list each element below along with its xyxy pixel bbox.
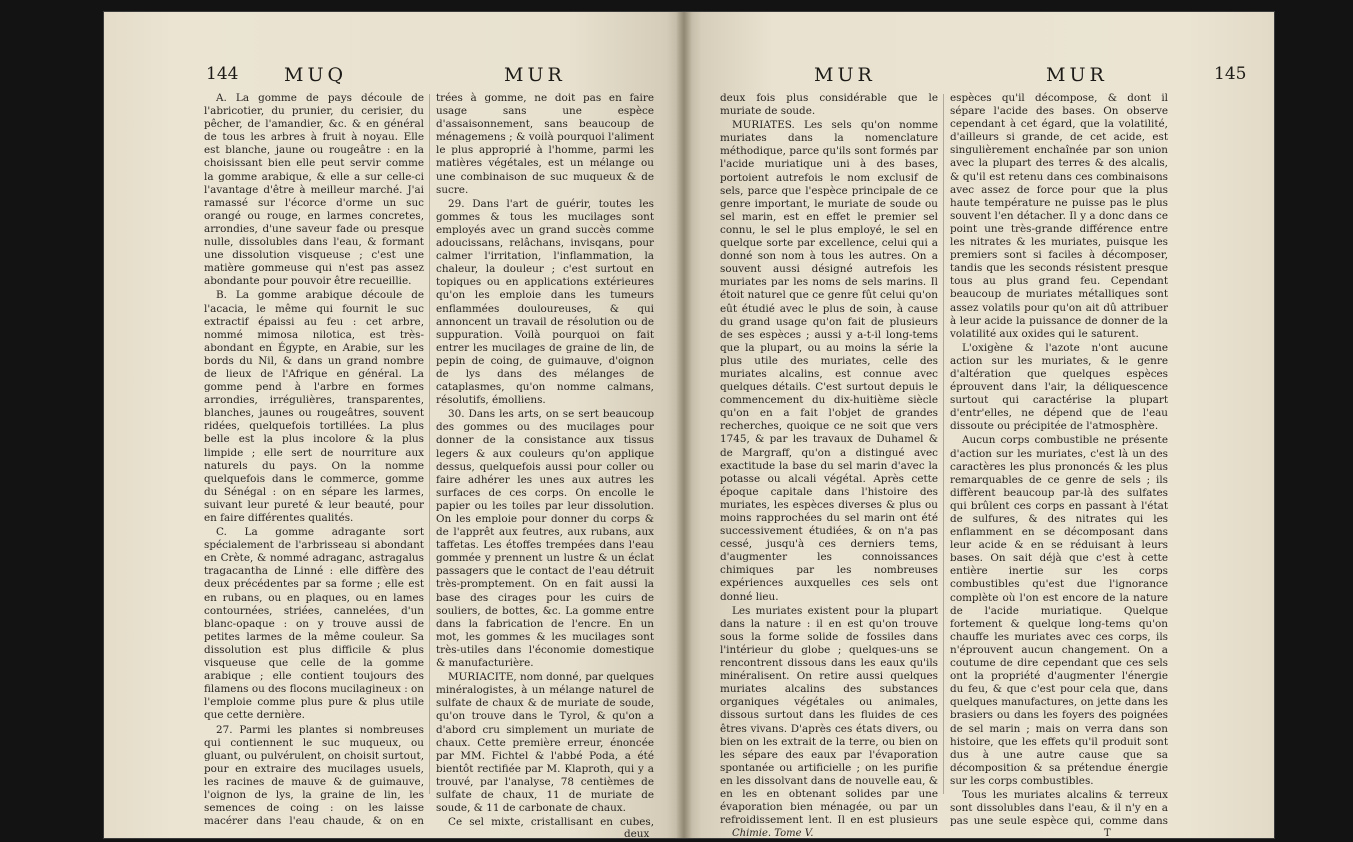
running-head: MUR [1046, 64, 1108, 86]
running-head: MUR [814, 64, 876, 86]
page-number: 144 [206, 64, 239, 84]
paragraph: A. La gomme de pays découle de l'abricotier, du prunier, du cerisier, du pêcher, de l'amandier, &c. & en général de tous les arbres à fruit à noyau. Elle est blanche, jaune ou rougeâtre : en la choisissant bien elle peut servir comme la gomme arabique, & elle a sur celle-ci l'avantage d'être à meilleur marché. J'ai ramassé sur l'écorce d'orme un suc orangé ou rouge, en larmes concretes, arrondies, d'une saveur fade ou presque nulle, dissolubles dans l'eau, & formant une dissolution visqueuse ; c'est une matière gommeuse qui n'est pas assez abondante pour pouvoir être recueillie. [204, 92, 424, 288]
paragraph: 27. Parmi les plantes si nombreuses qui contiennent le suc muqueux, ou gluant, ou pulvérulent, on choisit surtout, pour en extraire des mucilages usuels, les racines de mauve & de guimauve, l'oignon de lys, la graine de lin, les semences de coing : on les laisse macérer dans l'eau chaude, & on en [204, 723, 424, 827]
right-page-header [684, 64, 1274, 90]
paragraph: Aucun corps combustible ne présente d'action sur les muriates, c'est là un des caractères les plus prononcés & les plus remarquables de ce genre de sels ; ils diffèrent beaucoup par-là des sulfates qui brûlent ces corps en passant à l'état de sulfures, & des nitrates qui les enflamment en se décomposant dans leur acide & en se réduisant à leurs bases. On sait déjà que c'est à cette entière inertie sur les corps combustibles qu'est due l'ignorance complète où l'on est encore de la nature de l'acide muriatique. Quelque fortement & quelque long-tems qu'on chauffe les muriates avec ces corps, ils n'éprouvent aucun changement. On a coutume de dire cependant que ces sels ont la propriété d'augmenter l'énergie du feu, & que c'est pour cela que, dans quelques manufactures, on jette dans les brasiers ou dans les foyers des poignées de sel marin ; mais on verra dans son histoire, que les effets qu'il produit sont dus à une autre cause que sa décomposition & sa prétendue énergie sur les corps combustibles. [950, 434, 1168, 787]
paragraph: deux fois plus considérable que le muriate de soude. [720, 92, 938, 118]
column-rule [429, 94, 430, 794]
paragraph: MURIACITE, nom donné, par quelques minéralogistes, à un mélange naturel de sulfate de chaux & de muriate de soude, qu'on trouve dans le Tyrol, & qu'on a d'abord cru simplement un muriate de chaux. Cette première erreur, énoncée par MM. Fichtel & l'abbé Poda, a été bientôt rectifiée par M. Klaproth, qui y a trouvé, par l'analyse, 78 centièmes de sulfate de chaux, 11 de muriate de soude, & 11 de carbonate de chaux. [436, 671, 654, 815]
left-page-header [104, 64, 684, 90]
left-page [104, 12, 684, 838]
paragraph: espèces qu'il décompose, & dont il sépare l'acide des bases. On observe cependant à cet égard, que la volatilité, d'ailleurs si grande, de cet acide, est singulièrement enchaînée par son union avec la plupart des terres & des alcalis, & qu'il est retenu dans ces combinaisons avec assez de force pour que la plus haute température ne puisse pas le plus souvent l'en détacher. Il y a donc dans ce point une très-grande différence entre les nitrates & les muriates, puisque les premiers sont si faciles à décomposer, tandis que les seconds résistent presque tous au plus grand feu. Cependant beaucoup de muriates métalliques sont assez volatils pour qu'on ait dû attribuer à leur acide la puissance de donner de la volatilité aux oxides qui le saturent. [950, 92, 1168, 340]
running-head: MUQ [284, 64, 348, 86]
signature-mark: T [1104, 828, 1111, 838]
paragraph: MURIATES. Les sels qu'on nomme muriates dans la nomenclature méthodique, parce qu'ils sont formés par l'acide muriatique uni à des bases, portoient autrefois le nom exclusif de sels, parce que l'espèce principale de ce genre important, le muriate de soude ou sel marin, est en effet le premier sel connu, le sel le plus employé, le sel en quelque sorte par excellence, celui qui a donné son nom à tous les autres. On a souvent aussi désigné autrefois les muriates par les noms de sels marins. Il étoit naturel que ce genre fût celui qu'on eût étudié avec le plus de soin, à cause du grand usage qu'on fait de plusieurs de ses espèces ; aussi y a-t-il long-tems que la plupart, ou au moins la série la plus utile des muriates, celle des muriates alcalins, est connue avec quelques détails. C'est surtout depuis le commencement du dix-huitième siècle qu'on en a fait l'objet de grandes recherches, quoique ce ne soit que vers 1745, & par les travaux de Duhamel & de Margraff, qu'on a distingué avec exactitude la base du sel marin d'avec la potasse ou alcali végétal. Après cette époque capitale dans l'histoire des muriates, les espèces diverses & plus ou moins rapprochées du sel marin ont été successivement étudiées, & on n'a pas cessé, jusqu'à ces derniers tems, d'augmenter les connoissances chimiques par les nombreuses expériences auxquelles ces sels ont donné lieu. [720, 119, 938, 603]
book-gutter [676, 12, 692, 838]
column-rule [943, 94, 944, 794]
paragraph: trées à gomme, ne doit pas en faire usage sans une espèce d'assaisonnement, sans beaucoup de ménagemens ; & voilà pourquoi l'aliment le plus approprié à l'homme, parmi les matières végétales, est un mélange ou une combinaison de suc muqueux & de sucre. [436, 92, 654, 196]
page-number: 145 [1214, 64, 1247, 84]
paragraph: Les muriates existent pour la plupart dans la nature : il en est qu'on trouve sous la forme solide de fossiles dans l'intérieur du globe ; quelques-uns se rencontrent dissous dans les eaux qu'ils minéralisent. On retire aussi quelques muriates alcalins des substances organiques végétales ou animales, dissous surtout dans les fluides de ces êtres vivans. D'après ces états divers, ou bien on les extrait de la terre, ou bien on les sépare des eaux par l'évaporation spontanée ou artificielle ; on les purifie en les dissolvant dans de nouvelle eau, & en les en obtenant solides par une évaporation bien ménagée, ou par un refroidissement lent. Il en est plusieurs [720, 604, 938, 827]
catchword: deux [624, 828, 650, 838]
paragraph: 29. Dans l'art de guérir, toutes les gommes & tous les mucilages sont employés avec un grand succès comme adoucissans, relâchans, invisqans, pour calmer l'irritation, l'inflammation, la chaleur, la douleur ; c'est surtout en topiques ou en applications extérieures qu'on les emploie dans les tumeurs enflammées douloureuses, & qui annoncent un travail de résolution ou de suppuration. Voilà pourquoi on fait entrer les mucilages de graine de lin, de pepin de coing, de guimauve, d'oignon de lys dans des mélanges de cataplasmes, qu'on nomme calmans, résolutifs, émolliens. [436, 197, 654, 407]
paragraph: 30. Dans les arts, on se sert beaucoup des gommes ou des mucilages pour donner de la consistance aux tissus legers & aux couleurs qu'on applique dessus, quelquefois aussi pour coller ou faire adhérer les unes aux autres les surfaces de ces corps. On encolle le papier ou les toiles par leur dissolution. On les emploie pour donner du corps & de l'apprêt aux feutres, aux rubans, aux taffetas. Les étoffes trempées dans l'eau gommée y prennent un lustre & un éclat passagers que le contact de l'eau détruit très-promptement. On en fait aussi la base des cirages pour les cuirs de souliers, de bottes, &c. La gomme entre dans la fabrication de l'encre. En un mot, les gommes & les mucilages sont très-utiles dans l'économie domestique & manufacturière. [436, 408, 654, 670]
paragraph: Tous les muriates alcalins & terreux sont dissolubles dans l'eau, & il n'y en a pas une seule espèce qui, comme dans [950, 788, 1168, 827]
paragraph: B. La gomme arabique découle de l'acacia, le même qui fournit le suc extractif épaissi au feu : cet arbre, nommé mimosa nilotica, est très-abondant en Égypte, en Arabie, sur les bords du Nil, & dans un grand nombre de lieux de l'Afrique en général. La gomme pend à l'arbre en formes arrondies, irrégulières, transparentes, blanches, jaunes ou rougeâtres, souvent ridées, quelquefois tortillées. La plus belle est la plus incolore & la plus limpide ; elle sert de nourriture aux naturels du pays. On la nomme quelquefois dans le commerce, gomme du Sénégal : on en sépare les larmes, suivant leur pureté & leur beauté, pour en faire différentes qualités. [204, 289, 424, 524]
paragraph: L'oxigène & l'azote n'ont aucune action sur les muriates, & le genre d'altération que quelques espèces éprouvent dans l'air, la déliquescence surtout qui caractérise la plupart d'entr'elles, ne dépend que de l'eau dissoute ou précipitée de l'atmosphère. [950, 341, 1168, 433]
right-page-column-2 [950, 92, 1168, 827]
left-page-column-1 [204, 92, 424, 827]
open-book-spread [104, 12, 1274, 838]
right-page-column-1 [720, 92, 938, 827]
paragraph: C. La gomme adragante sort spécialement de l'arbrisseau si abondant en Crète, & nommé adraganc, astragalus tragacantha de Linné : elle diffère des deux précédentes par sa forme ; elle est en rubans, ou en plaques, ou en lames contournées, striées, cannelées, d'un blanc-opaque : on y trouve aussi de petites larmes de la même couleur. Sa dissolution est plus difficile & plus visqueuse que celle de la gomme arabique ; elle contient toujours des filamens ou des flocons mucilagineux : on l'emploie comme plus pure & plus utile que cette dernière. [204, 526, 424, 722]
paragraph: Ce sel mixte, cristallisant en cubes, [448, 816, 654, 827]
right-page [684, 12, 1274, 838]
printer-signature: Chimie. Tome V. [732, 828, 814, 838]
running-head: MUR [504, 64, 566, 86]
left-page-column-2 [436, 92, 654, 827]
